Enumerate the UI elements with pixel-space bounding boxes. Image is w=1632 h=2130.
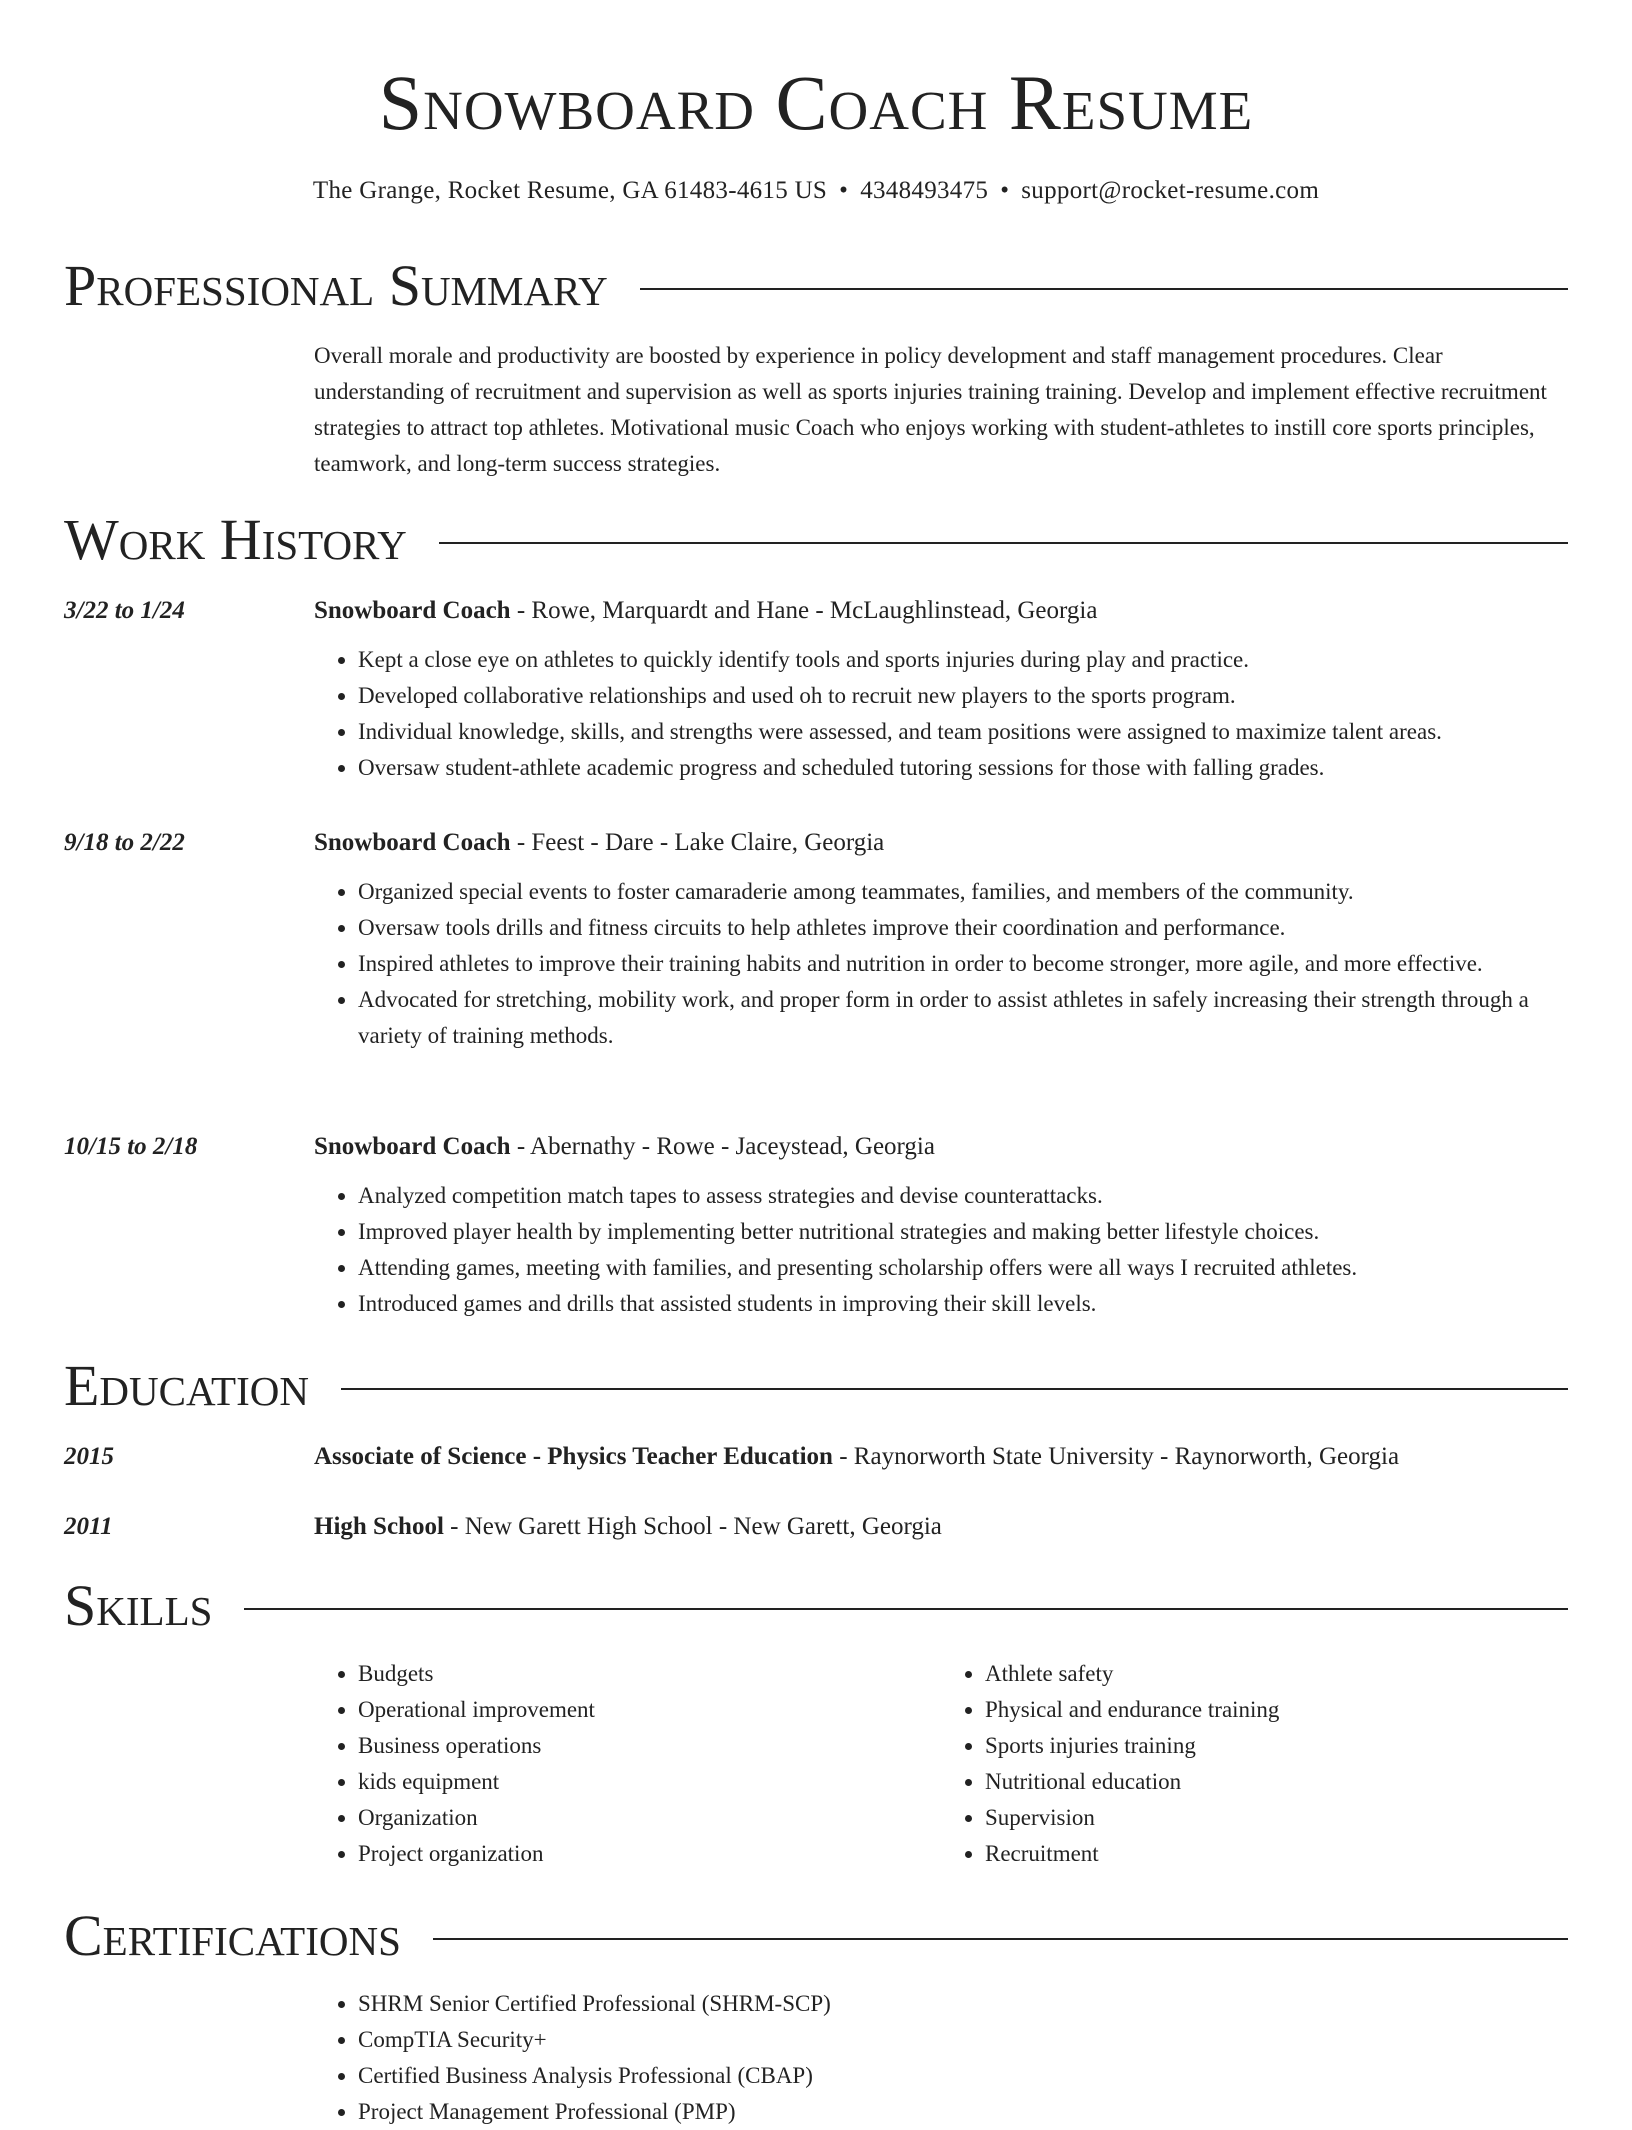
job-entry <box>314 1130 1568 1322</box>
job-dates: 10/15 to 2/18 <box>64 1133 198 1160</box>
job-employer: - Rowe, Marquardt and Hane - McLaughlinstead, Georgia <box>510 597 1098 624</box>
job-dates: 9/18 to 2/22 <box>64 829 185 856</box>
list-item: • Organized special events to foster camaraderie among teammates, families, and members of the community. <box>358 874 1568 910</box>
resume-title: Snowboard Coach Resume <box>378 59 1254 146</box>
section-header-skills <box>64 1574 1568 1638</box>
education-entry <box>314 1440 1568 1474</box>
section-title: Professional Summary <box>64 253 608 318</box>
job-bullets <box>314 1178 1568 1322</box>
list-item: • Attending games, meeting with families, and presenting scholarship offers were all ways I recruited athletes. <box>358 1250 1568 1286</box>
skill-item: • Business operations <box>358 1728 941 1764</box>
skill-item: • kids equipment <box>358 1764 941 1800</box>
skill-item: • Recruitment <box>985 1836 1568 1872</box>
skill-item: • Supervision <box>985 1800 1568 1836</box>
skills-columns <box>314 1656 1568 1872</box>
section-header-certifications <box>64 1904 1568 1968</box>
skill-item: • Athlete safety <box>985 1656 1568 1692</box>
job-role: Snowboard Coach <box>314 1133 511 1160</box>
job-bullets <box>314 642 1568 786</box>
education-school: - Raynorworth State University - Raynorworth, Georgia <box>832 1443 1400 1470</box>
education-year: 2011 <box>64 1513 113 1540</box>
contact-phone: 4348493475 <box>860 177 989 204</box>
certification-item: • Certified Business Analysis Professional (CBAP) <box>358 2058 1568 2094</box>
list-item: • Inspired athletes to improve their training habits and nutrition in order to become stronger, more agile, and more effective. <box>358 946 1568 982</box>
education-line <box>314 1510 1568 1544</box>
section-divider <box>433 1938 1568 1940</box>
education-line <box>314 1440 1568 1474</box>
list-item: • Introduced games and drills that assisted students in improving their skill levels. <box>358 1286 1568 1322</box>
list-item: • Improved player health by implementing better nutritional strategies and making better lifestyle choices. <box>358 1214 1568 1250</box>
section-divider <box>439 542 1568 544</box>
summary-block <box>314 338 1568 482</box>
skill-item: • Operational improvement <box>358 1692 941 1728</box>
skill-item: • Nutritional education <box>985 1764 1568 1800</box>
skills-list-right <box>941 1656 1568 1872</box>
section-header-summary <box>64 254 1568 318</box>
list-item: • Kept a close eye on athletes to quickly identify tools and sports injuries during play and practice. <box>358 642 1568 678</box>
contact-line <box>0 174 1632 208</box>
job-employer: - Feest - Dare - Lake Claire, Georgia <box>510 829 885 856</box>
section-title: Certifications <box>64 1903 401 1968</box>
skills-block <box>314 1656 1568 1872</box>
skill-item: • Organization <box>358 1800 941 1836</box>
skill-item: • Physical and endurance training <box>985 1692 1568 1728</box>
job-title-line <box>314 1130 1568 1164</box>
job-entry <box>314 594 1568 786</box>
certification-item: • Project Management Professional (PMP) <box>358 2094 1568 2130</box>
list-item: • Oversaw student-athlete academic progress and scheduled tutoring sessions for those with falling grades. <box>358 750 1568 786</box>
section-divider <box>244 1608 1568 1610</box>
section-divider <box>640 288 1568 290</box>
contact-separator: • <box>1000 177 1010 204</box>
job-title-line <box>314 594 1568 628</box>
list-item: • Oversaw tools drills and fitness circuits to help athletes improve their coordination and performance. <box>358 910 1568 946</box>
list-item: • Individual knowledge, skills, and strengths were assessed, and team positions were assigned to maximize talent areas. <box>358 714 1568 750</box>
job-role: Snowboard Coach <box>314 829 511 856</box>
certification-item: • CompTIA Security+ <box>358 2022 1568 2058</box>
section-header-work <box>64 508 1568 572</box>
education-entry <box>314 1510 1568 1544</box>
job-title-line <box>314 826 1568 860</box>
skill-item: • Project organization <box>358 1836 941 1872</box>
job-role: Snowboard Coach <box>314 597 511 624</box>
skill-item: • Sports injuries training <box>985 1728 1568 1764</box>
certifications-block <box>314 1986 1568 2130</box>
summary-text: Overall morale and productivity are boosted by experience in policy development and staff management procedures. Clear understanding of recruitment and supervision as well as sports injuries training training. Develop and implement effective recruitment strategies to attract top athletes. Motivational music Coach who enjoys working with student-athletes to instill core sports principles, teamwork, and long-term success strategies. <box>314 343 1547 476</box>
job-bullets <box>314 874 1568 1054</box>
section-title: Work History <box>64 507 407 572</box>
contact-email: support@rocket-resume.com <box>1021 177 1320 204</box>
certifications-list <box>314 1986 1568 2130</box>
education-year: 2015 <box>64 1443 114 1470</box>
list-item: • Analyzed competition match tapes to assess strategies and devise counterattacks. <box>358 1178 1568 1214</box>
job-entry <box>314 826 1568 1054</box>
section-title: Education <box>64 1353 309 1418</box>
skills-list-left <box>314 1656 941 1872</box>
job-employer: - Abernathy - Rowe - Jaceystead, Georgia <box>510 1133 935 1160</box>
skill-item: • Budgets <box>358 1656 941 1692</box>
education-degree: Associate of Science - Physics Teacher Education <box>314 1443 833 1470</box>
list-item: • Developed collaborative relationships and used oh to recruit new players to the sports program. <box>358 678 1568 714</box>
section-header-education <box>64 1354 1568 1418</box>
section-divider <box>341 1388 1568 1390</box>
contact-address: The Grange, Rocket Resume, GA 61483-4615 US <box>312 177 828 204</box>
contact-separator: • <box>839 177 849 204</box>
section-title: Skills <box>64 1573 213 1638</box>
education-degree: High School <box>314 1513 444 1540</box>
list-item: • Advocated for stretching, mobility work, and proper form in order to assist athletes in safely increasing their strength through a variety of training methods. <box>358 982 1568 1054</box>
job-dates: 3/22 to 1/24 <box>64 597 185 624</box>
certification-item: • SHRM Senior Certified Professional (SHRM-SCP) <box>358 1986 1568 2022</box>
education-school: - New Garett High School - New Garett, Georgia <box>443 1513 942 1540</box>
